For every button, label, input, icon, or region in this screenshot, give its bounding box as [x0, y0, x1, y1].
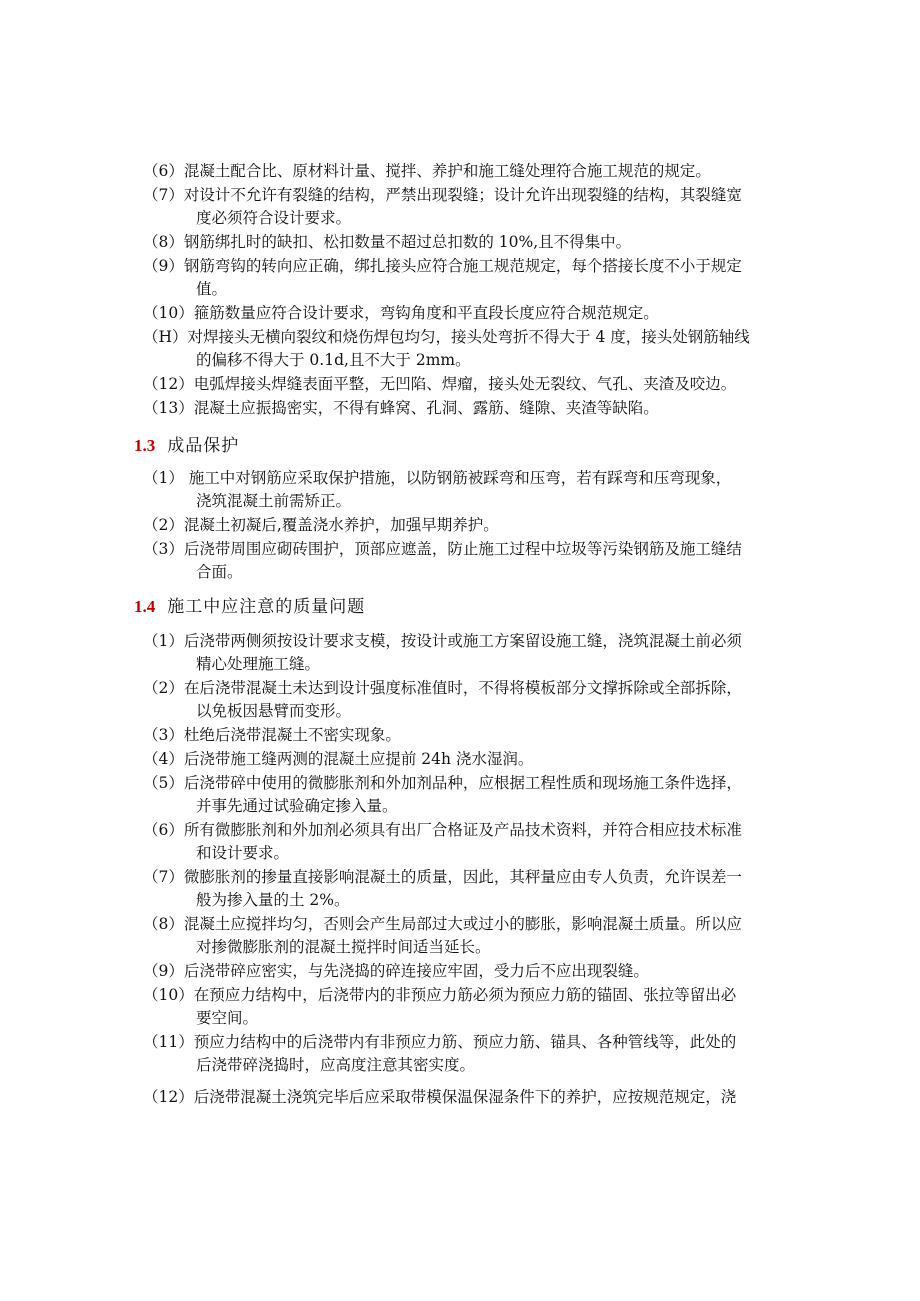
- list-item: （9）后浇带碎应密实，与先浇捣的碎连接应牢固，受力后不应出现裂缝。: [143, 962, 649, 980]
- list-item: （7）微膨胀剂的掺量直接影响混凝土的质量，因此，其秤量应由专人负责，允许误差一 般为掺入量的土 2%。: [143, 868, 742, 909]
- section-title: 成品保护: [167, 436, 240, 456]
- list-item: （5）后浇带碎中使用的微膨胀剂和外加剂品种，应根据工程性质和现场施工条件选择， 并事先通过试验确定掺入量。: [143, 774, 742, 815]
- list-item: （4）后浇带施工缝两测的混凝土应提前 24h 浇水湿润。: [143, 750, 534, 768]
- list-item: （12）后浇带混凝土浇筑完毕后应采取带模保温保湿条件下的养护，应按规范规定，浇: [143, 1088, 737, 1106]
- list-item: （3）杜绝后浇带混凝土不密实现象。: [143, 726, 401, 744]
- section-heading-1-4: [0, 595, 920, 619]
- list-item: （1）后浇带两侧须按设计要求支模，按设计或施工方案留设施工缝，浇筑混凝土前必须 精心处理施工缝。: [143, 632, 742, 673]
- section-number: 1.3: [134, 436, 156, 455]
- list-item: （2）在后浇带混凝土未达到设计强度标准值时，不得将模板部分文撑拆除或全部拆除， 以免板因悬臂而变形。: [143, 679, 742, 720]
- list-item: （8）混凝土应搅拌均匀，否则会产生局部过大或过小的膨胀，影响混凝土质量。所以应 对掺微膨胀剂的混凝土搅拌时间适当延长。: [143, 915, 742, 956]
- list-item: （12）电弧焊接头焊缝表面平整，无凹陷、焊瘤，接头处无裂纹、气孔、夹渣及咬边。: [143, 375, 737, 393]
- section-number: 1.4: [134, 597, 156, 616]
- list-item: （8）钢筋绑扎时的缺扣、松扣数量不超过总扣数的 10%,且不得集中。: [143, 233, 632, 251]
- list-item: （1） 施工中对钢筋应采取保护措施，以防钢筋被踩弯和压弯，若有踩弯和压弯现象， 浇筑混凝土前需矫正。: [143, 469, 732, 510]
- list-item: （H）对焊接头无横向裂纹和烧伤焊包均匀，接头处弯折不得大于 4 度，接头处钢筋轴线 的偏移不得大于 0.1d,且不大于 2mm。: [143, 328, 750, 369]
- list-item: （7）对设计不允许有裂缝的结构，严禁出现裂缝；设计允许出现裂缝的结构，其裂缝宽 度必须符合设计要求。: [143, 186, 742, 227]
- section-title: 施工中应注意的质量问题: [167, 597, 366, 617]
- quality-issues-list: [0, 630, 920, 1109]
- list-item: （10）箍筋数量应符合设计要求，弯钩角度和平直段长度应符合规范规定。: [143, 304, 659, 322]
- section-heading-1-3: [0, 434, 920, 458]
- list-item: （9）钢筋弯钩的转向应正确，绑扎接头应符合施工规范规定，每个搭接长度不小于规定 值。: [143, 257, 742, 298]
- list-item: （11）预应力结构中的后浇带内有非预应力筋、预应力筋、锚具、各种管线等，此处的 后浇带碎浇捣时，应高度注意其密实度。: [143, 1033, 737, 1074]
- list-item: （3）后浇带周围应砌砖围护，顶部应遮盖，防止施工过程中垃圾等污染钢筋及施工缝结 合面。: [143, 540, 742, 581]
- list-item: （2）混凝土初凝后,覆盖浇水养护，加强早期养护。: [143, 516, 499, 534]
- list-item: （13）混凝土应振捣密实，不得有蜂窝、孔洞、露筋、缝隙、夹渣等缺陷。: [143, 399, 659, 417]
- finished-product-protection-list: [0, 467, 920, 584]
- list-item: （6）所有微膨胀剂和外加剂必须具有出厂合格证及产品技术资料，并符合相应技术标准 和设计要求。: [143, 821, 742, 862]
- list-item: （6）混凝土配合比、原材料计量、搅拌、养护和施工缝处理符合施工规范的规定。: [143, 162, 711, 180]
- quality-items-list: [0, 160, 920, 420]
- list-item: （10）在预应力结构中，后浇带内的非预应力筋必须为预应力筋的锚固、张拉等留出必 要空间。: [143, 986, 737, 1027]
